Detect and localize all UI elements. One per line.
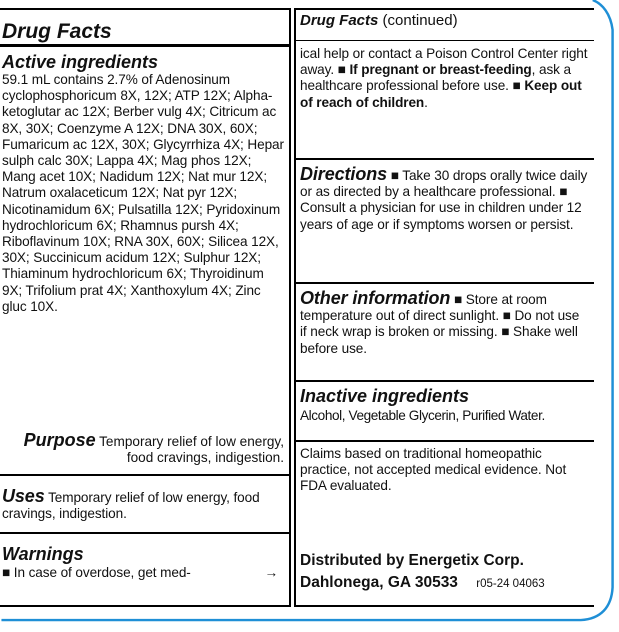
left-rule-under-title: [0, 44, 289, 47]
right-rule-before-other: [294, 282, 594, 284]
warnings-text: [2, 565, 284, 581]
left-bottom-rule: [0, 605, 289, 607]
purpose-text: Temporary relief of low energy, food cravings, indigestion.: [99, 434, 284, 466]
distributor-name: Distributed by Energetix Corp.: [300, 552, 524, 569]
directions-heading: Directions: [300, 164, 388, 184]
right-rule-before-directions: [294, 158, 594, 160]
other-information-block: [300, 288, 588, 357]
right-bottom-rule: [294, 605, 594, 607]
right-rule-under-title: [294, 40, 594, 41]
inactive-ingredients-text: Alcohol, Vegetable Glycerin, Purified Water.: [300, 408, 545, 423]
uses-block: [2, 486, 284, 522]
purpose-heading: Purpose: [23, 430, 96, 450]
directions-block: [300, 164, 588, 233]
distributor-address: Dahlonega, GA 30533: [300, 574, 458, 591]
warnings-cont-part-2: , ask a healthcare professional before use. ■: [300, 62, 571, 94]
left-rule-before-uses: [0, 474, 289, 476]
right-top-rule: [294, 8, 594, 10]
right-column-left-edge: [294, 8, 296, 607]
keep-away-warning: Keep out of reach of children: [300, 78, 582, 110]
directions-text: ■ Take 30 drops orally twice daily or as directed by a healthcare professional. ■ Consult a physician for use in children under 12 years of age or if symptoms worsen or persist.: [300, 168, 588, 232]
warnings-cont-part-3: .: [424, 94, 428, 110]
continued-title-main: Drug Facts: [300, 12, 379, 29]
other-information-text: ■ Store at room temperature out of direct sunlight. ■ Do not use if neck wrap is broken or missing. ■ Shake well before use.: [300, 292, 580, 356]
drug-facts-title: Drug Facts: [2, 20, 112, 43]
right-rule-before-inactive: [294, 380, 594, 382]
warnings-continued-text: [300, 46, 588, 111]
column-divider: [289, 8, 291, 607]
continue-arrow-icon: →: [264, 565, 278, 580]
left-top-rule: [0, 8, 289, 10]
left-rule-before-warnings: [0, 532, 289, 534]
pregnant-warning: If pregnant or breast-feeding: [349, 62, 532, 78]
uses-text: Temporary relief of low energy, food cravings, indigestion.: [2, 490, 260, 522]
uses-heading: Uses: [2, 486, 45, 506]
distributor-block: [300, 550, 590, 595]
purpose-block: [2, 430, 284, 466]
other-information-heading: Other information: [300, 288, 451, 308]
warnings-heading: Warnings: [2, 544, 84, 564]
warnings-first-line: ■ In case of overdose, get med-: [2, 565, 191, 580]
warnings-cont-part-1: ical help or contact a Poison Control Center right away. ■: [300, 46, 588, 78]
right-rule-before-claims: [294, 440, 594, 442]
lot-code: r05-24 04063: [476, 578, 545, 590]
claims-text: Claims based on traditional homeopathic practice, not accepted medical evidence. Not FDA evaluated.: [300, 446, 567, 494]
continued-title: [300, 12, 458, 30]
continued-title-suffix: (continued): [382, 12, 458, 29]
active-ingredients-text: 59.1 mL contains 2.7% of Adenosinum cyclophosphoricum 8X, 12X; ATP 12X; Alpha-ketoglutar ac 12X; Berber vulg 4X; Citricum ac 8X, 30X; Coenzyme A 12X; DNA 30X, 60X; Fumaricum ac 12X, 30X; Glycyrrhiza 4X; Hepar sulph calc 30X; Lappa 4X; Mag phos 12X; Mang acet 10X; Nadidum 12X; Nat mur 12X; Natrum oxalaceticum 12X; Nat pyr 12X; Nicotinamidum 6X; Pulsatilla 12X; Pyridoxinum hydrochloricum 6X; Rhamnus pursh 4X; Riboflavinum 10X; RNA 30X, 60X; Silicea 12X, 30X; Succinicum acidum 12X; Sulphur 12X; Thiaminum hydrochloricum 6X; Thyroidinum 9X; Trifolium prat 4X; Xanthoxylum 4X; Zinc gluc 10X.: [2, 72, 284, 314]
active-ingredients-heading: Active ingredients: [2, 52, 159, 72]
inactive-ingredients-heading: Inactive ingredients: [300, 386, 470, 406]
distributor-address-line: [300, 572, 590, 595]
